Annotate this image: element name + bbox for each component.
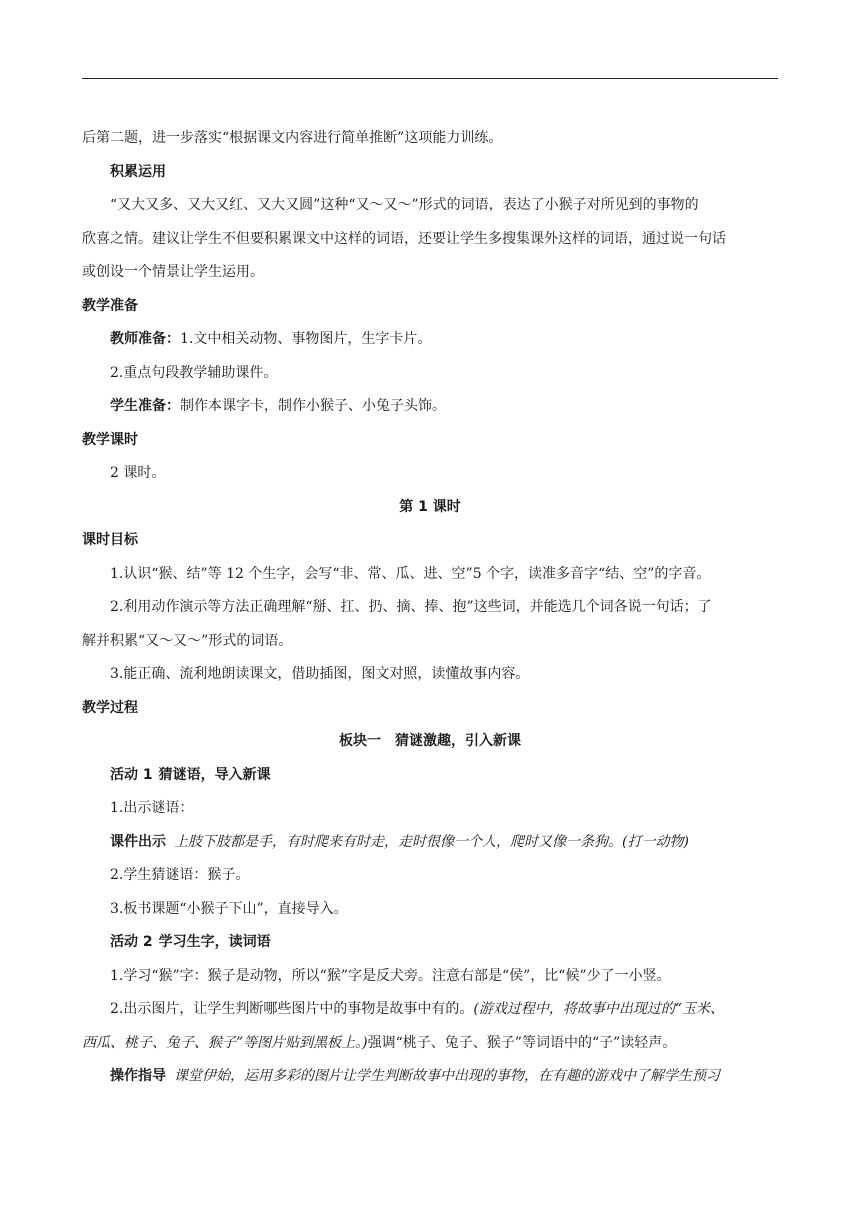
heading-goals: 课时目标 xyxy=(82,532,138,548)
heading-accumulation: 积累运用 xyxy=(110,163,166,180)
activity-1-heading xyxy=(82,759,778,793)
text-note: (游戏过程中，将故事中出现过的“玉米、 xyxy=(473,1001,724,1017)
teacher-prep-text: 1.文中相关动物、事物图片，生字卡片。 xyxy=(180,331,432,347)
heading-hours: 教学课时 xyxy=(82,431,138,448)
student-prep-text: 制作本课字卡，制作小猴子、小兔子头饰。 xyxy=(180,398,446,414)
teacher-prep xyxy=(82,323,778,357)
block-title: 板块一 猜谜激趣，引入新课 xyxy=(339,733,521,749)
student-prep-label: 学生准备： xyxy=(110,398,180,414)
header-rule xyxy=(82,78,778,79)
text-plain: 强调“桃子、兔子、猴子”等词语中的“子”读轻声。 xyxy=(367,1034,677,1051)
paragraph: 2.利用动作演示等方法正确理解“掰、扛、扔、摘、捧、抱”这些词，并能选几个词各说一句话；了 xyxy=(110,599,712,615)
lesson-title: 第 1 课时 xyxy=(399,498,461,515)
paragraph: 2 课时。 xyxy=(110,465,166,481)
paragraph: 欣喜之情。建议让学生不但要积累课文中这样的词语，还要让学生多搜集课外这样的词语，通过说一句话 xyxy=(82,230,726,247)
document-body xyxy=(82,122,778,1094)
paragraph: 3.能正确、流利地朗读课文，借助插图，图文对照，读懂故事内容。 xyxy=(110,666,530,682)
paragraph: 解并积累“又～又～”形式的词语。 xyxy=(82,632,293,649)
guide-label: 操作指导 xyxy=(110,1068,166,1084)
activity-title: 猜谜语，导入新课 xyxy=(158,766,271,783)
operation-guide xyxy=(82,1060,778,1094)
paragraph: 1.认识“猴、结”等 12 个生字，会写“非、常、瓜、进、空”5 个字，读准多音字“结、空”的字音。 xyxy=(110,565,711,582)
paragraph: 2.重点句段教学辅助课件。 xyxy=(110,364,278,381)
text-note: 西瓜、桃子、兔子、猴子”等图片贴到黑板上。) xyxy=(82,1034,368,1051)
teacher-prep-label: 教师准备： xyxy=(110,331,180,347)
paragraph: “又大又多、又大又红、又大又圆”这种“又～又～”形式的词语，表达了小猴子对所见到的事物的 xyxy=(110,197,699,213)
riddle-text: 上肢下肢都是手，有时爬来有时走，走时很像一个人，爬时又像一条狗。(打一动物) xyxy=(174,833,689,850)
student-prep xyxy=(82,390,778,424)
paragraph: 1.学习“猴”字：猴子是动物，所以“猴”字是反犬旁。注意右部是“侯”，比“候”少了一小竖。 xyxy=(110,967,671,984)
activity-2-heading xyxy=(82,926,778,960)
activity-label: 活动 1 xyxy=(110,766,153,783)
paragraph: 1.出示谜语： xyxy=(110,800,194,816)
paragraph: 或创设一个情景让学生运用。 xyxy=(82,264,264,280)
paragraph: 后第二题，进一步落实“根据课文内容进行简单推断”这项能力训练。 xyxy=(82,130,503,146)
activity-label: 活动 2 xyxy=(110,934,153,950)
paragraph: 2.学生猜谜语：猴子。 xyxy=(110,867,250,883)
activity-title: 学习生字，读词语 xyxy=(158,934,271,950)
courseware-label: 课件出示 xyxy=(110,833,166,850)
heading-preparation: 教学准备 xyxy=(82,297,138,314)
paragraph xyxy=(82,993,778,1027)
courseware-display xyxy=(82,826,778,860)
heading-process: 教学过程 xyxy=(82,699,138,716)
text-plain: 2.出示图片，让学生判断哪些图片中的事物是故事中有的。 xyxy=(110,1001,474,1017)
paragraph: 3.板书课题“小猴子下山”，直接导入。 xyxy=(110,900,348,917)
guide-text: 课堂伊始，运用多彩的图片让学生判断故事中出现的事物，在有趣的游戏中了解学生预习 xyxy=(174,1068,720,1084)
paragraph xyxy=(82,1027,778,1061)
